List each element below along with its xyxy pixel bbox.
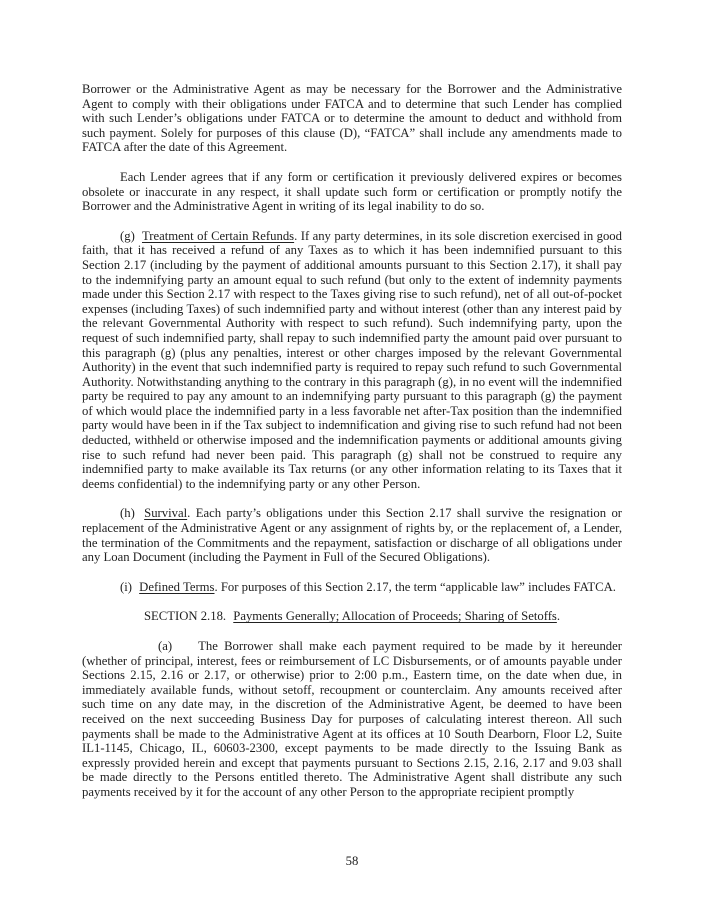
- section-title: Payments Generally; Allocation of Proceeds; Sharing of Setoffs: [233, 609, 557, 624]
- paragraph-text: Each party’s obligations under this Section 2.17 shall survive the resignation or replacement of the Administrative Agent or any assignment of rights by, or the replacement of, a Lender, the termination of the Commitments and the repayment, satisfaction or discharge of all obligations under any Loan Document (including the Payment in Full of the Secured Obligations).: [82, 506, 623, 565]
- paragraph-text: Borrower or the Administrative Agent as may be necessary for the Borrower and the Administrative Agent to comply with their obligations under FATCA and to determine that such Lender has complied with such Lender’s obligations under FATCA or to determine the amount to deduct and withhold from such payment. Solely for purposes of this clause (D), “FATCA” shall include any amendments made to FATCA after the date of this Agreement.: [82, 82, 622, 155]
- paragraph-heading: Survival: [144, 506, 188, 521]
- page-content: [82, 82, 622, 800]
- paragraph-each-lender: [82, 170, 622, 214]
- paragraph-g-treatment-of-refunds: [82, 229, 622, 492]
- paragraph-label: (h): [120, 506, 135, 521]
- section-number: SECTION 2.18.: [143, 609, 227, 624]
- paragraph-i-defined-terms: [82, 580, 622, 595]
- paragraph-a-payments: [82, 639, 622, 800]
- heading-period: .: [214, 579, 218, 594]
- paragraph-text: For purposes of this Section 2.17, the term “applicable law” includes FATCA.: [220, 579, 616, 594]
- heading-period: .: [294, 228, 298, 243]
- section-2-18-heading: [82, 609, 622, 624]
- paragraph-heading: Defined Terms: [139, 579, 215, 594]
- paragraph-label: (a): [158, 639, 173, 653]
- paragraph-text: If any party determines, in its sole discretion exercised in good faith, that it has received a refund of any Taxes as to which it has been indemnified pursuant to this Section 2.17 (including by the payment of additional amounts pursuant to this Section 2.17), it shall pay to the indemnifying party an amount equal to such refund (but only to the extent of indemnity payments made under this Section 2.17 with respect to the Taxes giving rise to such refund), net of all out-of-pocket expenses (including Taxes) of such indemnified party and without interest (other than any interest paid by the relevant Governmental Authority with respect to such refund). Such indemnifying party, upon the request of such indemnified party, shall repay to such indemnified party the amount paid over pursuant to this paragraph (g) (plus any penalties, interest or other charges imposed by the relevant Governmental Authority) in the event that such indemnified party is required to repay such refund to such Governmental Authority. Notwithstanding anything to the contrary in this paragraph (g), in no event will the indemnified party be required to pay any amount to an indemnifying party pursuant to this paragraph (g) the payment of which would place the indemnified party in a less favorable net after-Tax position than the indemnified party would have been in if the Tax subject to indemnification and giving rise to such refund had not been deducted, withheld or otherwise imposed and the indemnification payments or additional amounts giving rise to such refund had never been paid. This paragraph (g) shall not be construed to require any indemnified party to make available its Tax returns (or any other information relating to its Taxes that it deems confidential) to the indemnifying party or any other Person.: [82, 228, 622, 491]
- paragraph-label: (i): [120, 579, 132, 594]
- section-period: .: [556, 609, 561, 624]
- paragraph-label: (g): [120, 228, 135, 243]
- paragraph-fatca-continuation: [82, 82, 622, 155]
- paragraph-text: Each Lender agrees that if any form or certification it previously delivered expires or becomes obsolete or inaccurate in any respect, it shall update such form or certification or promptly notify the Borrower and the Administrative Agent in writing of its legal inability to do so.: [82, 169, 622, 214]
- paragraph-text: The Borrower shall make each payment required to be made by it hereunder (whether of principal, interest, fees or reimbursement of LC Disbursements, or of amounts payable under Sections 2.15, 2.16 or 2.17, or otherwise) prior to 2:00 p.m., Eastern time, on the date when due, in immediately available funds, without setoff, recoupment or counterclaim. Any amounts received after such time on any date may, in the discretion of the Administrative Agent, be deemed to have been received on the next succeeding Business Day for purposes of calculating interest thereon. All such payments shall be made to the Administrative Agent at its offices at 10 South Dearborn, Floor L2, Suite IL1-1145, Chicago, IL, 60603-2300, except payments to be made directly to the Issuing Bank as expressly provided herein and except that payments pursuant to Sections 2.15, 2.16, 2.17 and 9.03 shall be made directly to the Persons entitled thereto. The Administrative Agent shall distribute any such payments received by it for the account of any other Person to the appropriate recipient promptly: [82, 639, 622, 799]
- page-number: 58: [345, 854, 359, 868]
- paragraph-heading: Treatment of Certain Refunds: [141, 228, 295, 243]
- paragraph-h-survival: [82, 506, 622, 564]
- heading-period: .: [187, 506, 191, 521]
